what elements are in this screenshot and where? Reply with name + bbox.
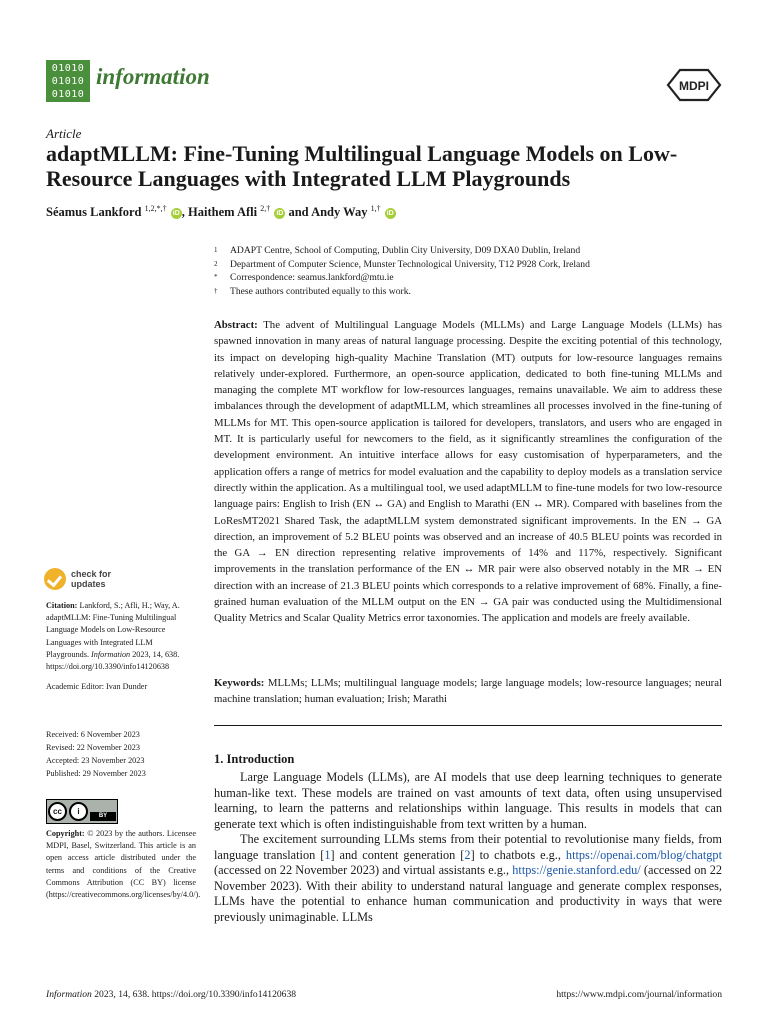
journal-name: information — [96, 64, 210, 89]
footer-doi[interactable]: 2023, 14, 638. https://doi.org/10.3390/info14120638 — [91, 989, 297, 1000]
by-label: BY — [90, 812, 116, 821]
paragraph-text: ] to chatbots e.g., — [470, 847, 566, 862]
citation-label: Citation: — [46, 601, 78, 610]
copyright-notice — [46, 828, 201, 901]
inline-link[interactable]: https://openai.com/blog/chatgpt — [565, 847, 722, 862]
copyright-text: © 2023 by the authors. Licensee MDPI, Basel, Switzerland. This article is an open access article distributed under the terms and conditions of the Creative Commons Attribution (CC BY) license (https://creativecommons.org/licenses/by/4.0/). — [46, 829, 201, 900]
logo-line: 01010 — [51, 63, 85, 74]
academic-editor: Academic Editor: Ivan Dunder — [46, 682, 148, 692]
logo-line: 01010 — [51, 89, 85, 100]
journal-logo — [46, 60, 90, 102]
affiliation-row — [214, 258, 724, 272]
footer-journal-url[interactable]: https://www.mdpi.com/journal/information — [556, 989, 722, 1000]
paper-title: adaptMLLM: Fine-Tuning Multilingual Language Models on Low-Resource Languages with Integrated LLM Playgrounds — [46, 141, 678, 191]
paragraph-text: The excitement surrounding LLMs stems from their potential to revolutionise many fields, from language translation [ — [214, 832, 722, 862]
keywords — [214, 675, 722, 708]
affiliation-mark: 1 — [214, 246, 218, 254]
cc-icon: cc — [48, 802, 67, 821]
citation-doi[interactable]: 2023, 14, 638. https://doi.org/10.3390/info14120638 — [46, 649, 180, 672]
footer-citation — [46, 989, 296, 1000]
orcid-icon[interactable]: iD — [386, 210, 394, 218]
sidebar — [46, 600, 196, 701]
author-list — [46, 204, 396, 220]
mdpi-logo-text: MDPI — [679, 79, 709, 93]
check-for-updates-line: updates — [71, 579, 106, 589]
check-for-updates-text — [71, 569, 111, 589]
paragraph-text: (accessed on 22 November 2023). With their ability to understand natural language and generate complex responses, LLMs have the potential to enhance human communication and productivity in ways that were previously unimaginable. LLMs — [214, 863, 722, 924]
affiliation-row — [214, 285, 724, 299]
mdpi-logo — [666, 68, 722, 102]
check-for-updates-line: check for — [71, 569, 112, 579]
article-type-label: Article — [46, 126, 82, 141]
affiliation-text: ADAPT Centre, School of Computing, Dublin City University, D09 DXA0 Dublin, Ireland — [230, 245, 581, 256]
inline-link[interactable]: 2 — [464, 847, 471, 862]
keywords-label: Keywords: — [214, 677, 265, 689]
keywords-text: MLLMs; LLMs; multilingual language models; large language models; low-resource languages; neural machine translation; human evaluation; Irish; Marathi — [214, 677, 722, 706]
check-for-updates-badge[interactable] — [44, 568, 111, 590]
date-published: Published: 29 November 2023 — [46, 768, 146, 778]
logo-line: 01010 — [51, 76, 85, 87]
inline-link[interactable]: 1 — [324, 847, 331, 862]
citation-journal: Information — [91, 649, 131, 659]
citation-text: Lankford, S.; Afli, H.; Way, A. adaptMLLM: Fine-Tuning Multilingual Language Models on Low-Resource Languages with Integrated LLM Playgrounds. — [46, 601, 180, 659]
affiliation-mark: 2 — [214, 259, 218, 268]
affiliation-text: These authors contributed equally to this work. — [230, 285, 411, 297]
citation — [46, 600, 196, 673]
paragraph-text: ] and content generation [ — [330, 847, 465, 862]
copyright-label: Copyright: — [46, 829, 85, 838]
author-name[interactable]: Séamus Lankford — [46, 205, 142, 220]
attribution-icon: i — [69, 802, 88, 821]
abstract — [214, 317, 722, 627]
author-separator: , — [181, 205, 189, 220]
author-name[interactable]: Andy Way — [311, 205, 368, 220]
author-name[interactable]: Haithem Afli — [188, 205, 258, 220]
date-accepted: Accepted: 23 November 2023 — [46, 755, 145, 765]
paragraph-text: (accessed on 22 November 2023) and virtual assistants e.g., — [214, 863, 513, 877]
body-paragraph — [214, 770, 722, 832]
section-heading: 1. Introduction — [214, 752, 295, 766]
footer-journal: Information — [46, 989, 92, 1000]
date-revised: Revised: 22 November 2023 — [46, 742, 140, 752]
check-icon — [44, 568, 66, 590]
affiliation-text: Department of Computer Science, Munster Technological University, T12 P928 Cork, Ireland — [230, 258, 590, 270]
cc-by-license-badge[interactable] — [46, 799, 118, 824]
affiliation-mark: † — [214, 286, 218, 295]
orcid-icon[interactable]: iD — [276, 210, 284, 218]
author-marks: 1,† — [370, 204, 381, 213]
publication-dates — [46, 729, 196, 781]
correspondence-text[interactable]: Correspondence: seamus.lankford@mtu.ie — [230, 272, 394, 283]
section-divider — [214, 725, 722, 726]
author-marks: 2,† — [260, 204, 271, 213]
date-received: Received: 6 November 2023 — [46, 730, 140, 739]
paragraph-text: Large Language Models (LLMs), are AI models that use deep learning techniques to generate human-like text. These models are trained on vast amounts of text data, often using unsupervised learning, to learn the patterns and relationships within language. This results in models that can generate text which is often indistinguishable from text written by a human. — [214, 770, 722, 831]
section-body — [214, 770, 722, 925]
affiliation-row — [214, 271, 724, 285]
author-separator: and — [285, 205, 312, 220]
affiliation-mark: * — [214, 273, 218, 281]
abstract-text: The advent of Multilingual Language Models (MLLMs) and Large Language Models (LLMs) has spawned innovation in many areas of natural language processing. Despite the exciting potential of this technology, its impact on developing high-quality Machine Translation (MT) outputs for low-resource languages remains relatively under-explored. Furthermore, an open-source application, dedicated to both fine-tuning MLLMs and managing the complete MT workflow for low-resources languages, remains unavailable. We aim to address these imbalances through the development of adaptMLLM, which streamlines all processes involved in the fine-tuning of MLLMs for MT. This open-source application is tailored for developers, translators, and users who are engaged in MT. It is particularly useful for newcomers to the field, as it significantly streamlines the configuration of the development environment. An intuitive interface allows for easy customisation of hyperparameters, and the application offers a range of metrics for model evaluation and the capability to deploy models as a translation service directly within the application. As a multilingual tool, we used adaptMLLM to fine-tune models for two low-resource language pairs: English to Irish (EN ↔ GA) and English to Marathi (EN ↔ MR). Compared with baselines from the LoResMT2021 Shared Task, the adaptMLLM system demonstrated significant improvements. In the EN → GA direction, an improvement of 5.2 BLEU points was observed and an increase of 40.5 BLEU points was recorded in the GA → EN direction representing relative improvements of 14% and 117%, respectively. Significant improvements in the translation performance of the EN ↔ MR pair were also observed notably in the MR → EN direction with an increase of 21.3 BLEU points which corresponds to a relative improvement of 68%. Finally, a fine-grained human evaluation of the MLLM output on the EN → GA pair was conducted using the Multidimensional Quality Metrics and Scalar Quality Metrics error taxonomies. The application and models are freely available. — [214, 319, 722, 625]
abstract-label: Abstract: — [214, 319, 258, 331]
author-marks: 1,2,*,† — [144, 204, 167, 213]
affiliations — [214, 244, 724, 298]
body-paragraph — [214, 832, 722, 925]
orcid-icon[interactable]: iD — [172, 210, 180, 218]
affiliation-row — [214, 244, 724, 258]
inline-link[interactable]: https://genie.stanford.edu/ — [512, 863, 641, 877]
